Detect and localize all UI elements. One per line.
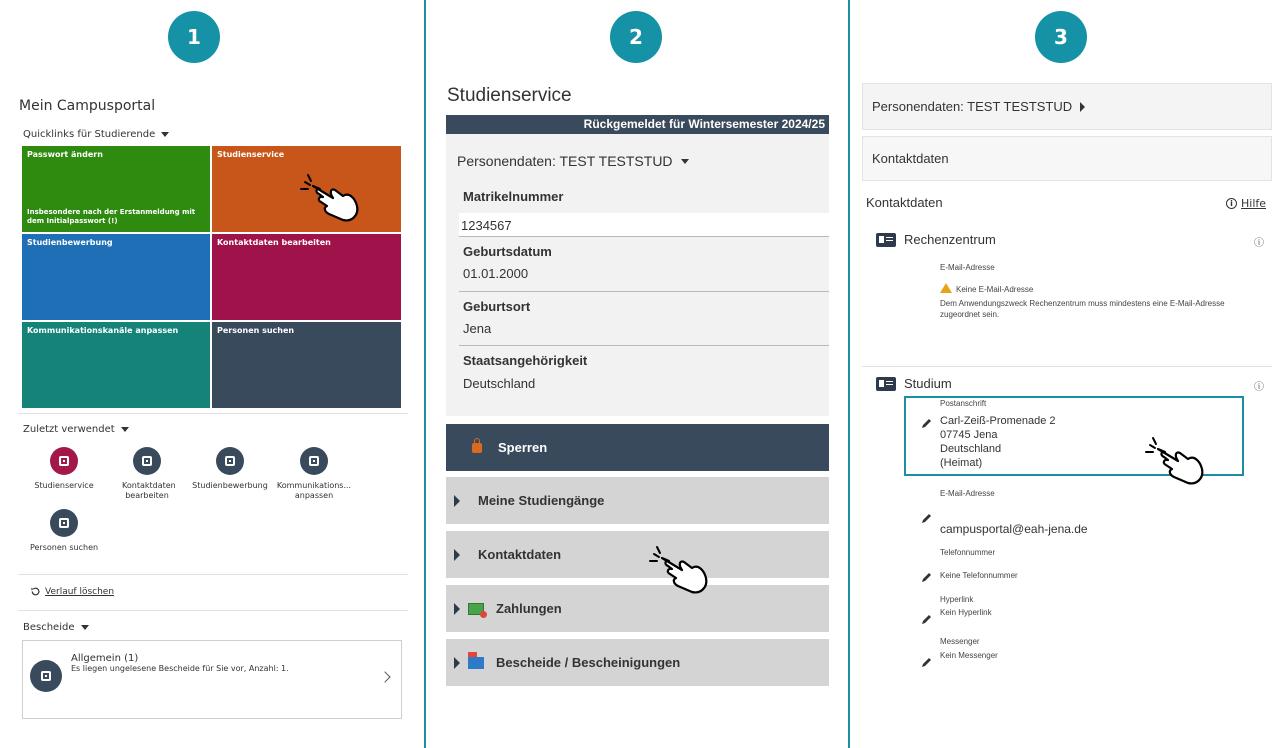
contact-card-icon: [876, 377, 896, 391]
address-line: Carl-Zeiß-Promenade 2: [940, 415, 1056, 427]
step-badge-1: 1: [168, 11, 220, 63]
field-label: Matrikelnummer: [463, 189, 564, 204]
rz-email-label: E-Mail-Adresse: [940, 263, 995, 272]
accordion-bescheide[interactable]: [446, 639, 829, 686]
divider: [18, 610, 408, 611]
accordion-studiengaenge[interactable]: [446, 477, 829, 524]
tile-label: Kontaktdaten bearbeiten: [217, 238, 331, 247]
pointing-hand-icon: [648, 544, 712, 596]
sperren-label: Sperren: [498, 440, 548, 455]
accordion-zahlungen[interactable]: [446, 585, 829, 632]
personal-data-header: Personendaten: TEST TESTSTUD: [872, 99, 1073, 114]
page-title: Studienservice: [447, 85, 572, 106]
field-value: Jena: [463, 321, 492, 336]
info-icon[interactable]: ⓘ: [1254, 238, 1264, 249]
bescheide-description: Es liegen ungelesene Bescheide für Sie vor, Anzahl: 1.: [71, 664, 289, 673]
tile-label: Studienbewerbung: [27, 238, 113, 247]
recent-toggle[interactable]: [23, 424, 129, 435]
tile-personen-suchen[interactable]: [212, 322, 401, 408]
kontaktdaten-panel: [850, 0, 1280, 748]
rz-no-email: [940, 283, 1033, 295]
quicklinks-label: Quicklinks für Studierende: [23, 129, 156, 140]
history-icon: [30, 586, 41, 597]
chevron-down-icon: [161, 132, 169, 137]
pointing-hand-icon: [1144, 435, 1208, 487]
field-label: Geburtsort: [463, 299, 531, 314]
help-link[interactable]: [1226, 197, 1266, 210]
caret-right-icon: [454, 657, 460, 669]
money-icon: [468, 603, 484, 615]
caret-right-icon: [454, 603, 460, 615]
tile-label: Kommunikationskanäle anpassen: [27, 326, 179, 335]
divider: [459, 236, 829, 237]
recent-item-studienbewerbung[interactable]: [192, 447, 268, 491]
pointing-hand-icon: [299, 172, 363, 224]
tab-label: Kontaktdaten: [872, 151, 949, 166]
divider: [18, 574, 408, 575]
tile-label: Studienservice: [217, 150, 285, 159]
tile-sublabel: Insbesondere nach der Erstanmeldung mit dem Initialpasswort (!): [27, 208, 196, 225]
postal-label: Postanschrift: [940, 399, 987, 408]
recent-item-label: Kontaktdaten bearbeiten: [122, 481, 176, 500]
studium-heading: [876, 376, 952, 391]
recent-item-label: Studienservice: [34, 481, 94, 490]
status-bar: Rückgemeldet für Wintersemester 2024/25: [446, 115, 829, 134]
app-icon: [300, 447, 328, 475]
studienservice-panel: [426, 0, 848, 748]
clear-history-link[interactable]: [30, 586, 114, 597]
field-value-box: [459, 213, 829, 237]
mail-icon: [468, 657, 484, 669]
accordion-label: Kontaktdaten: [478, 547, 562, 562]
rz-no-email-text: Keine E-Mail-Adresse: [956, 285, 1034, 294]
hyperlink-value: Kein Hyperlink: [940, 608, 992, 617]
recent-item-label: Studienbewerbung: [192, 481, 268, 490]
help-label: Hilfe: [1241, 197, 1267, 210]
accordion-kontaktdaten[interactable]: [446, 531, 829, 578]
tile-label: Passwort ändern: [27, 150, 103, 159]
chevron-down-icon: [681, 159, 689, 164]
tab-kontaktdaten[interactable]: [862, 136, 1272, 181]
tile-passwort-aendern[interactable]: [22, 146, 210, 232]
edit-icon[interactable]: [921, 417, 933, 429]
messenger-label: Messenger: [940, 637, 980, 646]
messenger-value: Kein Messenger: [940, 651, 998, 660]
rz-heading: [876, 232, 996, 247]
recent-item-kommunikation[interactable]: [274, 447, 354, 501]
divider: [862, 366, 1272, 367]
warning-icon: [940, 283, 952, 293]
app-icon: [50, 447, 78, 475]
field-value: 01.01.2000: [463, 266, 529, 281]
caret-right-icon: [454, 495, 460, 507]
edit-icon[interactable]: [921, 571, 933, 583]
sperren-button[interactable]: [446, 424, 829, 471]
accordion-label: Bescheide / Bescheinigungen: [496, 655, 681, 670]
step-badge-2: 2: [610, 11, 662, 63]
recent-label: Zuletzt verwendet: [23, 424, 115, 435]
bescheide-title: Allgemein (1): [71, 653, 139, 664]
address-line: Deutschland: [940, 443, 1002, 455]
bescheide-label: Bescheide: [23, 622, 75, 633]
personal-data-card: [446, 134, 829, 416]
divider: [18, 413, 408, 414]
personal-data-toggle[interactable]: [862, 83, 1272, 130]
recent-item-kontaktdaten[interactable]: [109, 447, 185, 501]
address-line: (Heimat): [940, 457, 983, 469]
app-icon: [50, 509, 78, 537]
accordion-label: Zahlungen: [496, 601, 562, 616]
bescheide-toggle[interactable]: [23, 622, 89, 633]
email-label: E-Mail-Adresse: [940, 489, 995, 498]
edit-icon[interactable]: [921, 613, 933, 625]
recent-item-studienservice[interactable]: [26, 447, 102, 491]
tile-kontaktdaten-bearbeiten[interactable]: [212, 234, 401, 320]
document-icon: [30, 660, 62, 692]
lock-icon: [472, 443, 482, 453]
caret-right-icon: [454, 549, 460, 561]
email-value: campusportal@eah-jena.de: [940, 522, 1088, 536]
chevron-down-icon: [121, 427, 129, 432]
chevron-right-icon: [379, 671, 390, 682]
recent-item-label: Kommunikations... anpassen: [276, 481, 352, 500]
chevron-down-icon: [81, 625, 89, 630]
tile-kommunikationskanaele[interactable]: [22, 322, 210, 408]
hyperlink-label: Hyperlink: [940, 595, 974, 604]
tile-studienbewerbung[interactable]: [22, 234, 210, 320]
info-icon: i: [1226, 198, 1237, 209]
caret-right-icon: [1080, 102, 1085, 112]
clear-history-label: Verlauf löschen: [45, 586, 115, 597]
phone-label: Telefonnummer: [940, 548, 996, 557]
rz-heading-label: Rechenzentrum: [904, 232, 996, 247]
section-title: Kontaktdaten: [866, 195, 943, 210]
app-icon: [216, 447, 244, 475]
field-value: Deutschland: [463, 376, 536, 391]
phone-value: Keine Telefonnummer: [940, 571, 1018, 580]
personal-data-header: Personendaten: TEST TESTSTUD: [457, 153, 673, 169]
divider: [459, 345, 829, 346]
recent-item-personen-suchen[interactable]: [26, 509, 102, 553]
address-line: 07745 Jena: [940, 429, 998, 441]
rz-warning: Dem Anwendungszweck Rechenzentrum muss mindestens eine E-Mail-Adresse zugeordnet sein.: [940, 299, 1225, 319]
field-label: Geburtsdatum: [463, 244, 552, 259]
contact-card-icon: [876, 233, 896, 247]
page-title: Mein Campusportal: [19, 98, 156, 114]
field-value: 1234567: [461, 218, 512, 233]
personal-data-toggle[interactable]: [457, 153, 689, 169]
edit-icon[interactable]: [921, 656, 933, 668]
field-label: Staatsangehörigkeit: [463, 353, 588, 368]
recent-item-label: Personen suchen: [29, 543, 99, 552]
campusportal-panel: [0, 0, 424, 748]
step-badge-3: 3: [1035, 11, 1087, 63]
quicklinks-toggle[interactable]: [23, 129, 169, 140]
app-icon: [133, 447, 161, 475]
tile-label: Personen suchen: [217, 326, 295, 335]
accordion-label: Meine Studiengänge: [478, 493, 605, 508]
bescheide-item[interactable]: [22, 640, 402, 719]
studium-heading-label: Studium: [904, 376, 952, 391]
divider: [459, 291, 829, 292]
edit-icon[interactable]: [921, 512, 933, 524]
info-icon[interactable]: ⓘ: [1254, 382, 1264, 393]
